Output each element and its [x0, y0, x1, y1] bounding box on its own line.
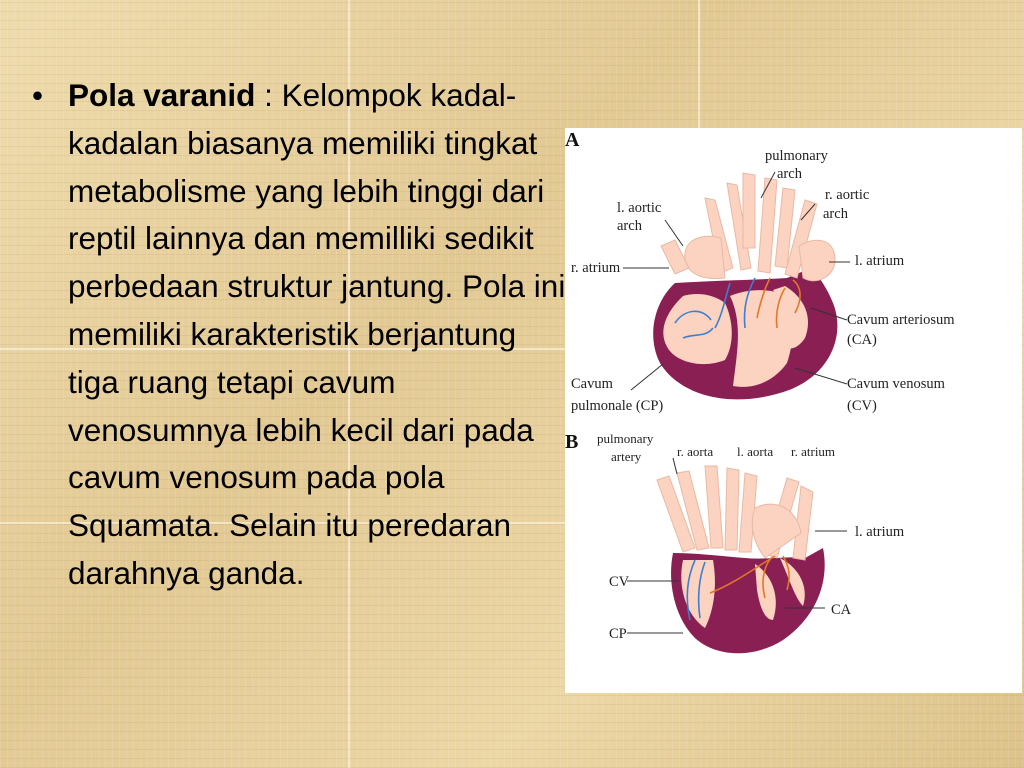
label-pulmonary-arch-1: pulmonary: [765, 148, 828, 164]
term-separator: :: [255, 77, 282, 113]
heart-diagram-svg: [565, 128, 1022, 693]
label-cavum-venosum-2: (CV): [847, 398, 877, 414]
label-pulmonary-arch-2: arch: [777, 166, 802, 182]
label-cavum-pulmonale-1: Cavum: [571, 376, 613, 392]
panel-a-letter: A: [565, 129, 580, 151]
label-l-atrium-a: l. atrium: [855, 253, 905, 269]
label-ca: CA: [831, 602, 852, 618]
panel-a-ventricle: [653, 268, 837, 399]
panel-a-vessels: [661, 173, 835, 281]
label-pulmonary-artery-1: pulmonary: [597, 431, 654, 446]
label-l-aortic-arch-2: arch: [617, 218, 642, 234]
label-l-aorta: l. aorta: [737, 444, 774, 459]
body-text: Kelompok kadal-kadalan biasanya memiliki tingkat metabolisme yang lebih tinggi dari reptil lainnya dan memilliki sedikit perbedaan struktur jantung. Pola ini memiliki karakteristik berjantung tiga ruang tetapi cavum venosumnya lebih kecil dari pada cavum venosum pada pola Squamata. Selain itu peredaran darahnya ganda.: [68, 77, 566, 591]
panel-b-vessels: [657, 466, 813, 560]
label-r-aortic-arch-1: r. aortic: [825, 187, 870, 203]
slide-text-block: [32, 72, 572, 598]
label-cavum-venosum-1: Cavum venosum: [847, 376, 945, 392]
label-r-atrium-a: r. atrium: [571, 260, 621, 276]
label-r-aorta: r. aorta: [677, 444, 714, 459]
bullet-paragraph: [68, 72, 572, 598]
label-cavum-pulmonale-2: pulmonale (CP): [571, 398, 664, 414]
label-cv: CV: [609, 574, 630, 590]
label-cavum-arteriosum-2: (CA): [847, 332, 877, 348]
background-grid-line: [698, 0, 700, 128]
label-r-atrium-b: r. atrium: [791, 444, 836, 459]
bullet-marker: •: [32, 77, 44, 113]
panel-b-letter: B: [565, 431, 579, 453]
label-l-atrium-b: l. atrium: [855, 524, 905, 540]
label-l-aortic-arch-1: l. aortic: [617, 200, 662, 216]
label-pulmonary-artery-2: artery: [611, 449, 642, 464]
label-cavum-arteriosum-1: Cavum arteriosum: [847, 312, 955, 328]
term-heading: Pola varanid: [68, 77, 256, 113]
heart-diagram-figure: [565, 128, 1022, 693]
label-cp: CP: [609, 626, 627, 642]
label-r-aortic-arch-2: arch: [823, 206, 848, 222]
